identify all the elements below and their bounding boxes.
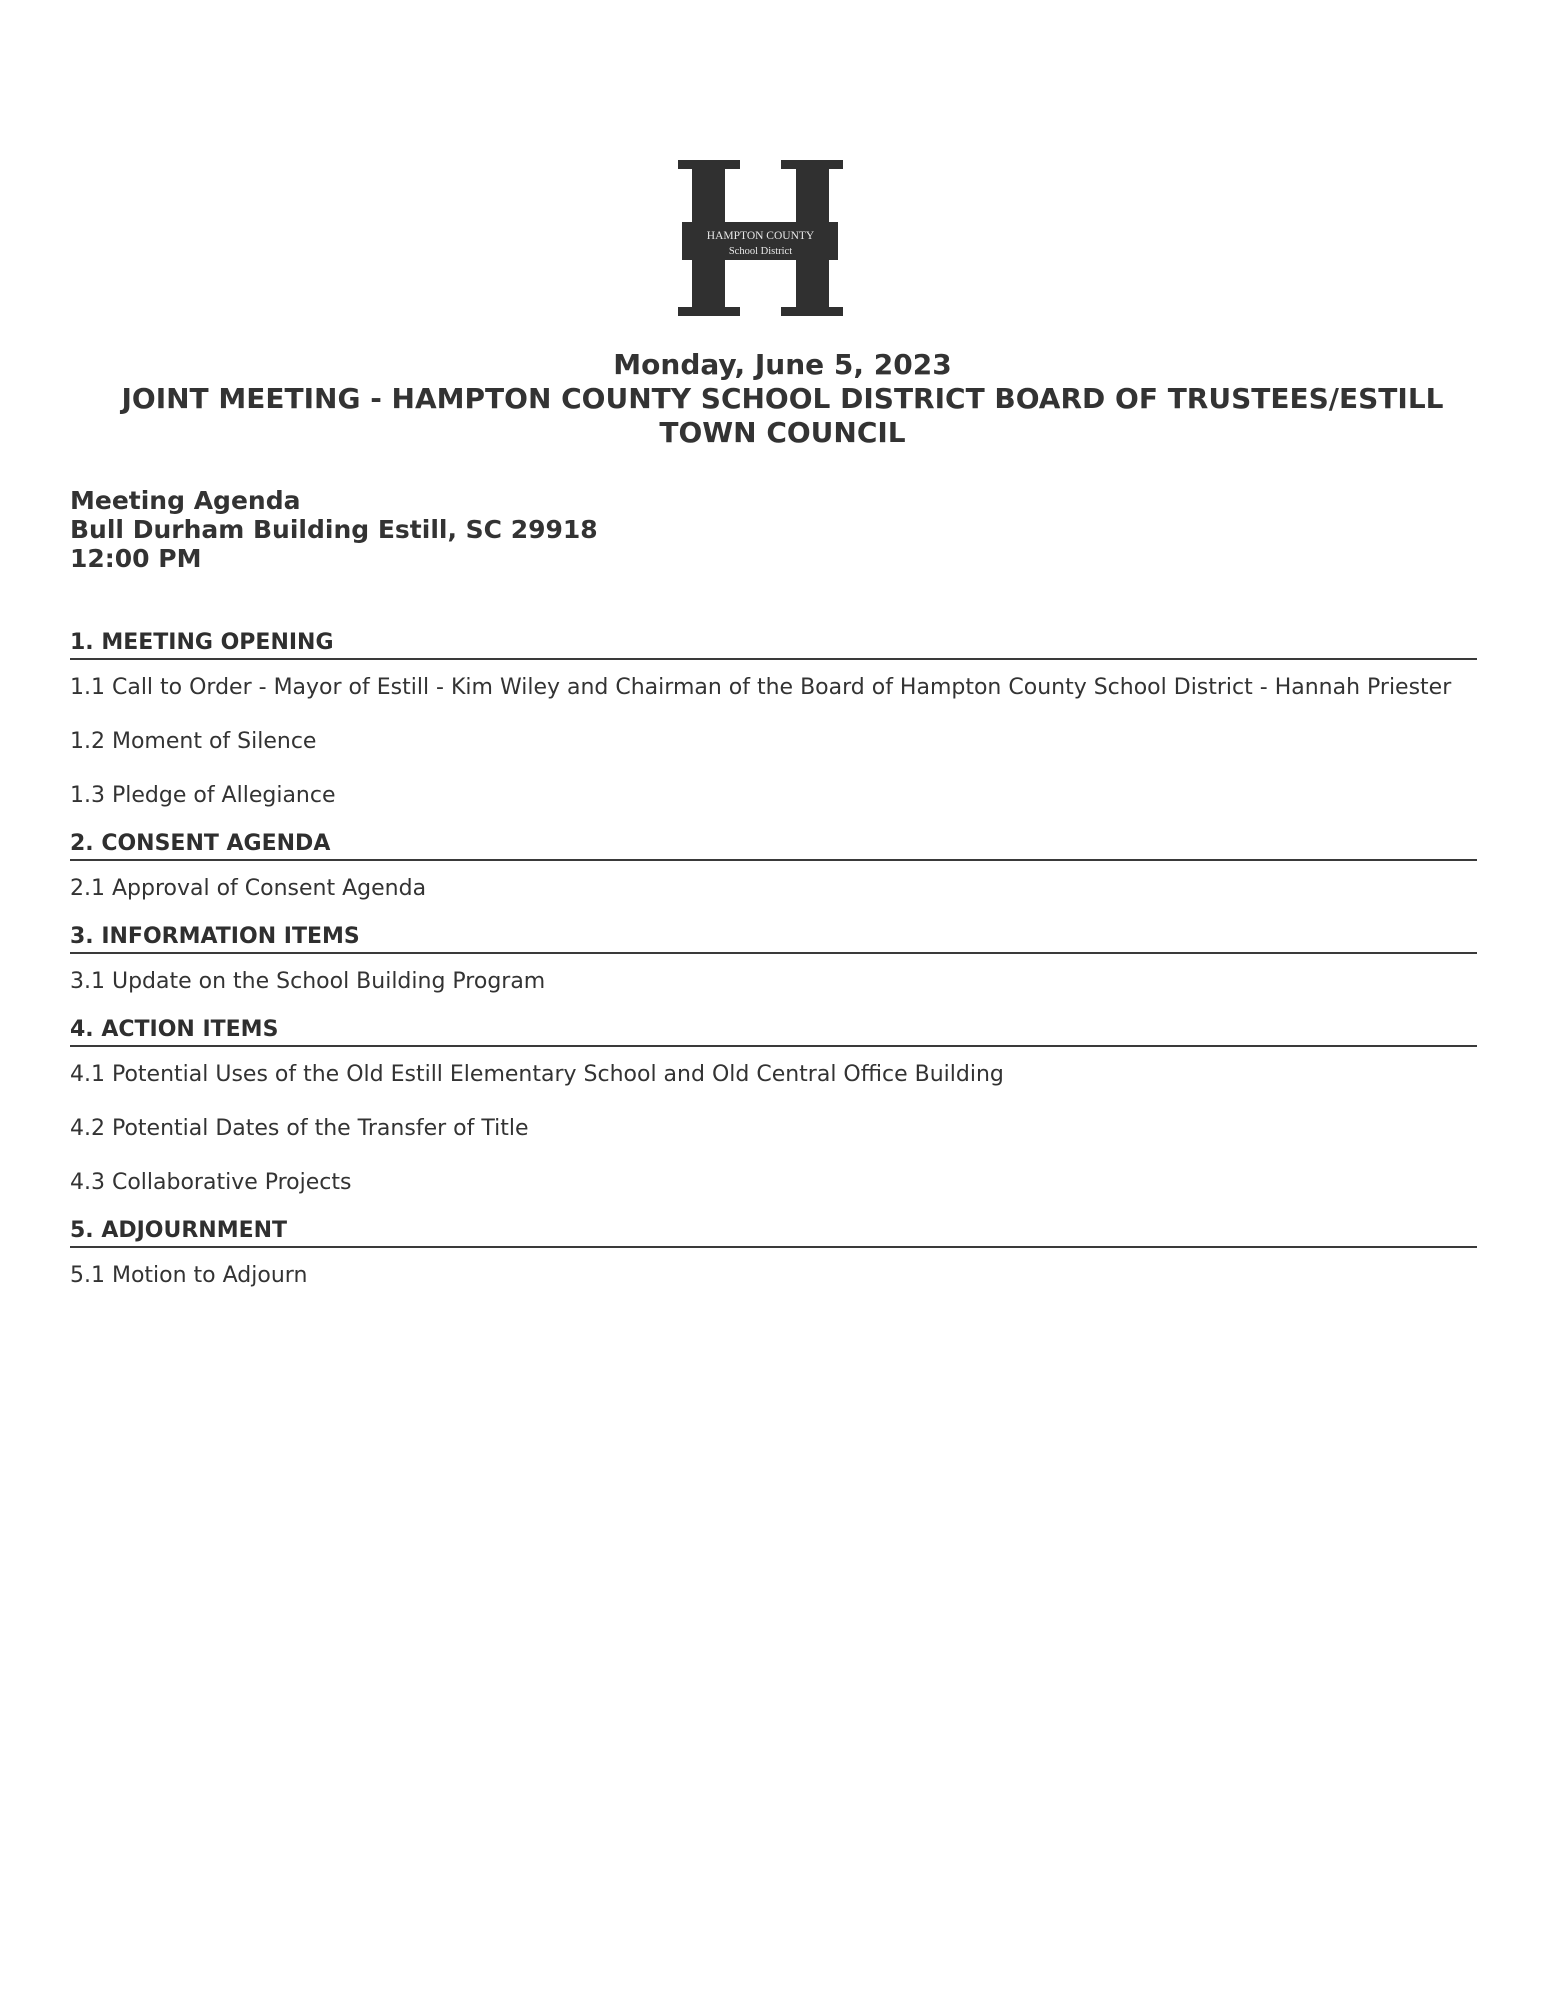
logo-line2: School District (728, 246, 793, 257)
meeting-meta (70, 486, 598, 573)
section-consent-agenda (70, 831, 1477, 902)
meeting-heading (80, 348, 1485, 450)
section-header: 2. CONSENT AGENDA (70, 831, 1477, 861)
section-header: 5. ADJOURNMENT (70, 1218, 1477, 1248)
section-header: 4. ACTION ITEMS (70, 1017, 1477, 1047)
section-header: 1. MEETING OPENING (70, 630, 1477, 660)
agenda-item: 5.1 Motion to Adjourn (70, 1263, 308, 1288)
meeting-title: JOINT MEETING - HAMPTON COUNTY SCHOOL DISTRICT BOARD OF TRUSTEES/ESTILL TOWN COUNCIL (121, 382, 1444, 449)
agenda-sections (70, 630, 1477, 1311)
agenda-item: 4.2 Potential Dates of the Transfer of Title (70, 1116, 529, 1141)
meeting-time: 12:00 PM (70, 544, 202, 573)
agenda-item: 1.2 Moment of Silence (70, 729, 317, 754)
meeting-location: Bull Durham Building Estill, SC 29918 (70, 515, 598, 544)
meeting-date: Monday, June 5, 2023 (613, 348, 952, 381)
agenda-item: 4.3 Collaborative Projects (70, 1170, 352, 1195)
agenda-label: Meeting Agenda (70, 486, 301, 515)
hampton-county-school-district-logo (678, 160, 843, 316)
section-header: 3. INFORMATION ITEMS (70, 924, 1477, 954)
agenda-item: 3.1 Update on the School Building Program (70, 969, 546, 994)
section-information-items (70, 924, 1477, 995)
logo-line1: HAMPTON COUNTY (706, 230, 815, 242)
section-adjournment (70, 1218, 1477, 1289)
agenda-item: 1.3 Pledge of Allegiance (70, 783, 336, 808)
agenda-item: 1.1 Call to Order - Mayor of Estill - Kim Wiley and Chairman of the Board of Hampton County School District - Hannah Priester (70, 675, 1452, 700)
agenda-item: 4.1 Potential Uses of the Old Estill Elementary School and Old Central Office Building (70, 1062, 1004, 1087)
section-action-items (70, 1017, 1477, 1196)
agenda-item: 2.1 Approval of Consent Agenda (70, 876, 427, 901)
section-meeting-opening (70, 630, 1477, 809)
